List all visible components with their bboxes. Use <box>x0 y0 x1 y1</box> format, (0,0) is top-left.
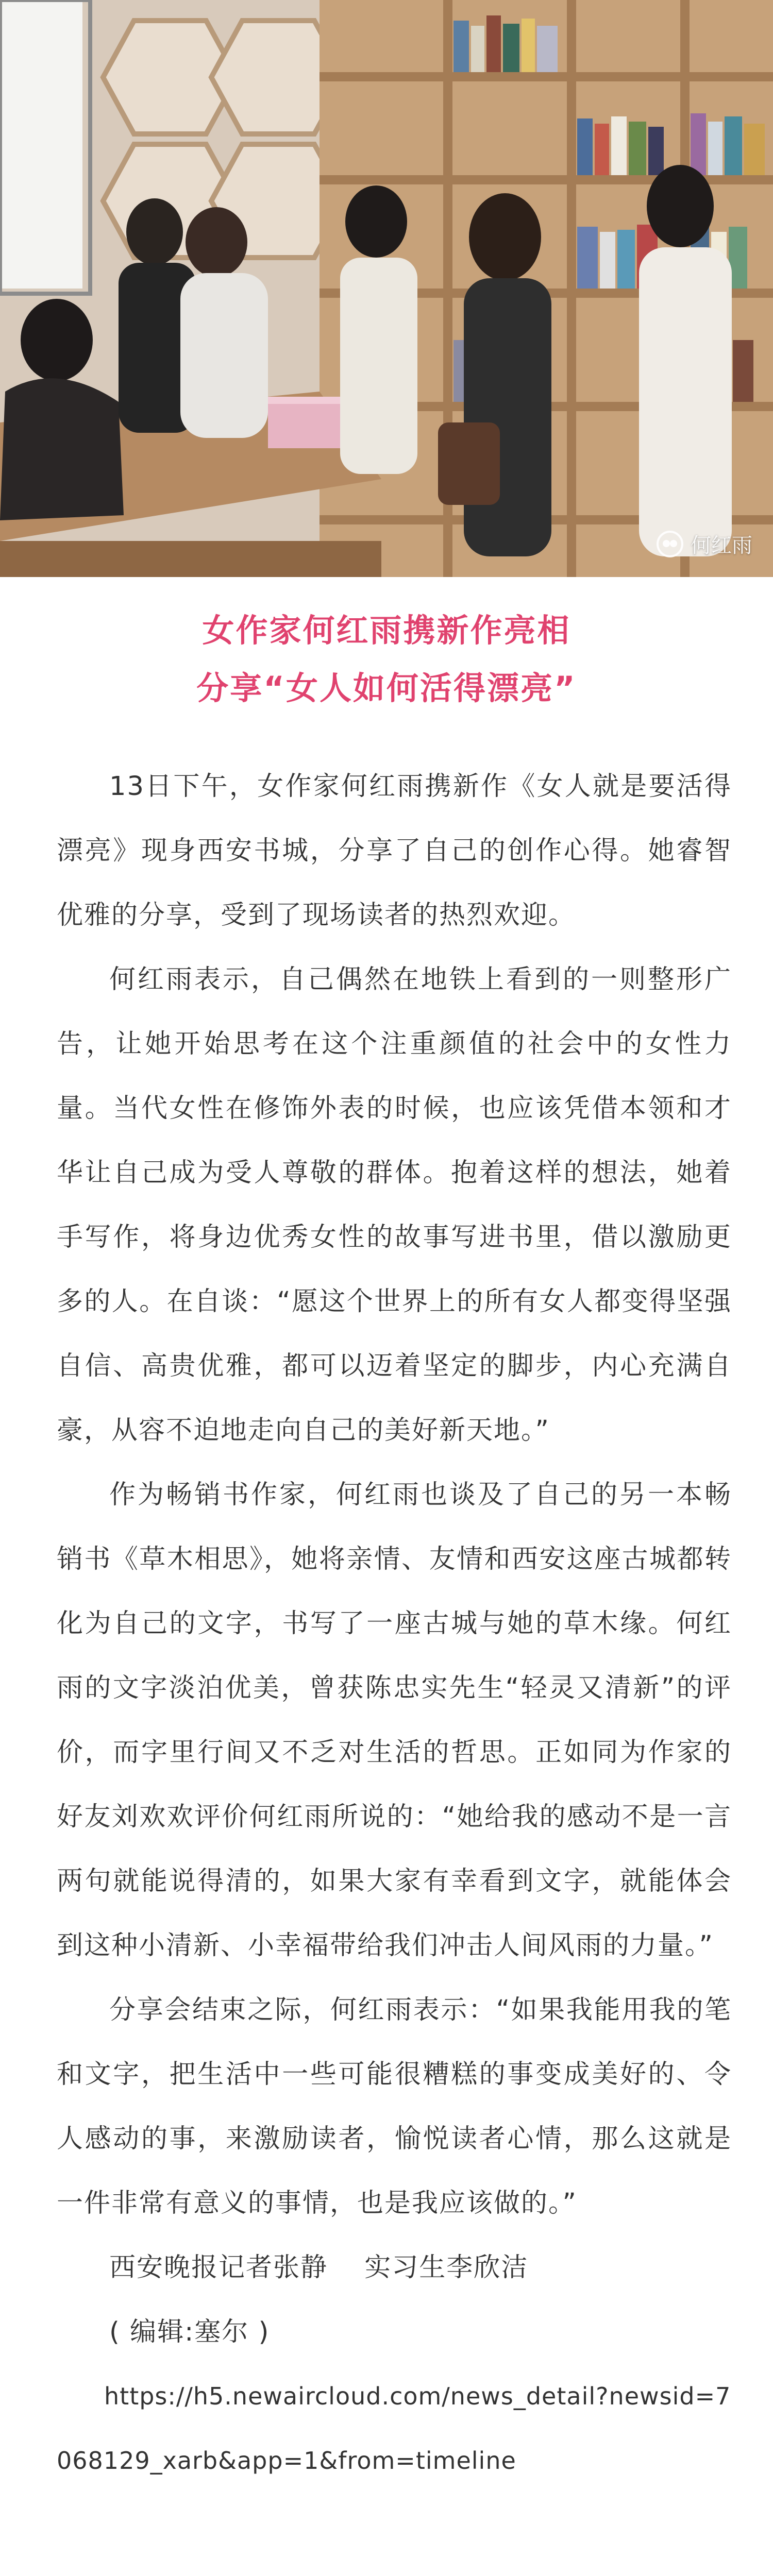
article-title <box>0 602 773 717</box>
paragraph-1: 13日下午，女作家何红雨携新作《女人就是要活得漂亮》现身西安书城，分享了自己的创作心得。她睿智优雅的分享，受到了现场读者的热烈欢迎。 <box>57 771 732 930</box>
source-url[interactable]: https://h5.newaircloud.com/news_detail?newsid=7068129_xarb&app=1&from=timeline <box>57 2382 731 2475</box>
paragraph-2: 何红雨表示，自己偶然在地铁上看到的一则整形广告，让她开始思考在这个注重颜值的社会中的女性力量。当代女性在修饰外表的时候，也应该凭借本领和才华让自己成为受人尊敬的群体。抱着这样的想法，她着手写作，将身边优秀女性的故事写进书里，借以激励更多的人。在自谈：“愿这个世界上的所有女人都变得坚强自信、高贵优雅，都可以迈着坚定的脚步，内心充满自豪，从容不迫地走向自己的美好新天地。” <box>57 964 732 1446</box>
article-body <box>57 754 732 2493</box>
title-line-2: 分享“女人如何活得漂亮” <box>196 669 577 707</box>
top-photo-watermark <box>657 529 752 558</box>
byline: 西安晚报记者张静 实习生李欣洁 <box>109 2252 529 2283</box>
title-line-1: 女作家何红雨携新作亮相 <box>202 612 571 649</box>
wechat-icon <box>657 531 683 557</box>
top-photo <box>0 0 773 577</box>
watermark-text: 何红雨 <box>691 534 752 557</box>
editor-credit: ( 编辑:塞尔 ) <box>109 2317 270 2347</box>
bookstore-scene-illustration <box>0 0 773 577</box>
paragraph-3: 作为畅销书作家，何红雨也谈及了自己的另一本畅销书《草木相思》，她将亲情、友情和西安这座古城都转化为自己的文字，书写了一座古城与她的草木缘。何红雨的文字淡泊优美，曾获陈忠实先生“轻灵又清新”的评价，而字里行间又不乏对生活的哲思。正如同为作家的好友刘欢欢评价何红雨所说的：“她给我的感动不是一言两句就能说得清的，如果大家有幸看到文字，就能体会到这种小清新、小幸福带给我们冲击人间风雨的力量。” <box>57 1480 732 1961</box>
paragraph-4: 分享会结束之际，何红雨表示：“如果我能用我的笔和文字，把生活中一些可能很糟糕的事变成美好的、令人感动的事，来激励读者，愉悦读者心情，那么这就是一件非常有意义的事情，也是我应该做的。” <box>57 1995 732 2218</box>
article <box>0 577 773 2493</box>
